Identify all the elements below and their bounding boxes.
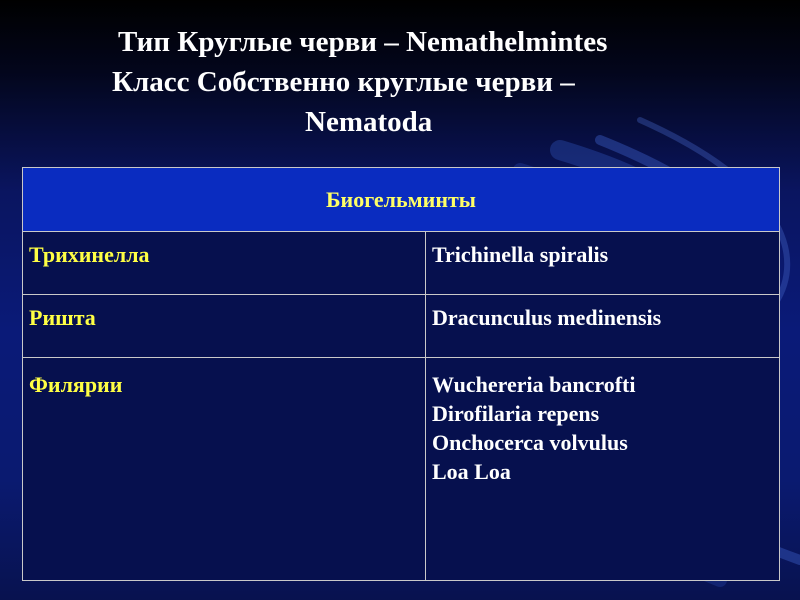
table-row (23, 358, 780, 581)
latin-name: Dirofilaria repens (432, 401, 600, 426)
russian-name-cell: Трихинелла (23, 232, 426, 295)
latin-name: Trichinella spiralis (432, 242, 609, 267)
russian-name-cell: Филярии (23, 358, 426, 581)
latin-name-cell (426, 295, 780, 358)
table-header: Биогельминты (23, 168, 780, 232)
biohelminths-table (22, 167, 780, 581)
latin-name: Wuchereria bancrofti (432, 372, 636, 397)
title-line-type: Тип Круглые черви – Nemathelmintes (118, 26, 608, 58)
title-line-latin: Nematoda (305, 106, 433, 138)
latin-name-cell (426, 232, 780, 295)
title-line-class: Класс Собственно круглые черви – (112, 66, 575, 98)
russian-name-cell: Ришта (23, 295, 426, 358)
table-row (23, 232, 780, 295)
latin-name: Dracunculus medinensis (432, 305, 662, 330)
latin-name: Loa Loa (432, 459, 511, 484)
table-row (23, 295, 780, 358)
latin-name: Onchocerca volvulus (432, 430, 628, 455)
latin-name-cell (426, 358, 780, 581)
